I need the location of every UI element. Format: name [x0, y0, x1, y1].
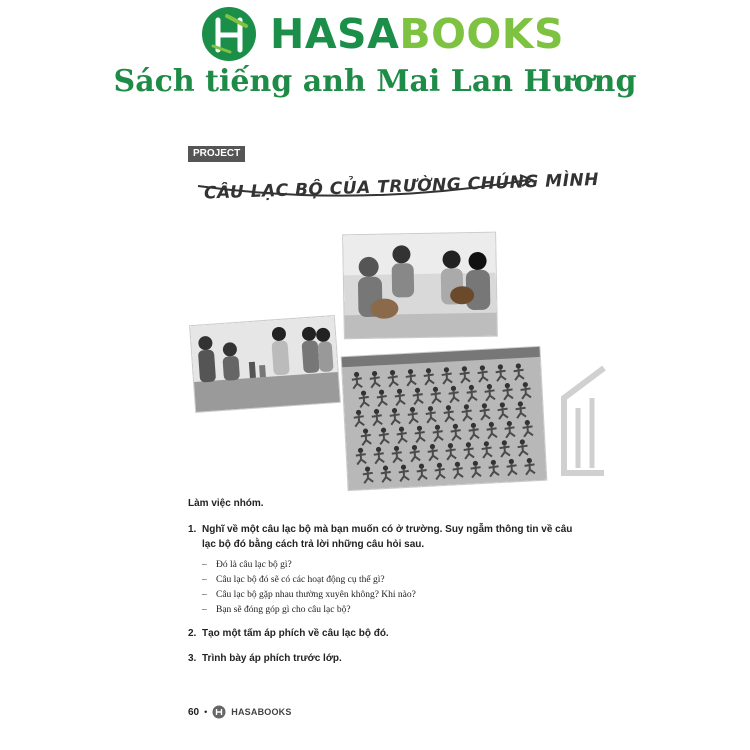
task-number: 1. [188, 524, 197, 535]
photo-martial-arts-club [342, 347, 547, 490]
brand-tagline: Sách tiếng anh Mai Lan Hương [113, 64, 637, 99]
project-tag: PROJECT [188, 146, 245, 162]
page-title-text: CÂU LẠC BỘ CỦA TRƯỜNG CHÚNG MÌNH [203, 169, 600, 204]
task-1 [188, 522, 578, 552]
page-footer [188, 704, 292, 720]
footer-separator: • [204, 707, 208, 717]
task-3 [188, 651, 578, 666]
task-text: Nghĩ về một câu lạc bộ mà bạn muốn có ở trường. Suy ngẫm thông tin về câu lạc bộ đó bằng cách trả lời những câu hỏi sau. [202, 524, 573, 550]
photo-science-club [190, 316, 340, 412]
page-number: 60 [188, 706, 200, 718]
photo-music-club [343, 233, 497, 339]
task-number: 2. [188, 628, 197, 639]
sub-question: – Bạn sẽ đóng góp gì cho câu lạc bộ? [202, 603, 578, 618]
brand-wordmark-dark: HASA [270, 10, 400, 58]
footer-brand: HASABOOKS [231, 707, 292, 717]
task-text: Trình bày áp phích trước lớp. [202, 653, 342, 664]
hasabooks-watermark-icon [556, 368, 604, 473]
sub-question: – Đó là câu lạc bộ gì? [202, 558, 578, 573]
brand-wordmark [270, 8, 564, 60]
sub-question-list [202, 558, 578, 618]
page-title [190, 162, 600, 212]
task-number: 3. [188, 653, 197, 664]
hasabooks-footer-logo-icon [212, 705, 226, 719]
sub-question: – Câu lạc bộ gặp nhau thường xuyên không? Khi nào? [202, 588, 578, 603]
hasabooks-logo-icon [200, 6, 258, 62]
sub-question: – Câu lạc bộ đó sẽ có các hoạt động cụ thể gì? [202, 573, 578, 588]
brand-header [200, 6, 565, 62]
brand-wordmark-light: BOOKS [399, 10, 565, 58]
group-work-heading: Làm việc nhóm. [188, 498, 264, 509]
task-text: Tạo một tấm áp phích về câu lạc bộ đó. [202, 628, 389, 639]
instructions [188, 498, 578, 672]
task-2 [188, 626, 578, 641]
